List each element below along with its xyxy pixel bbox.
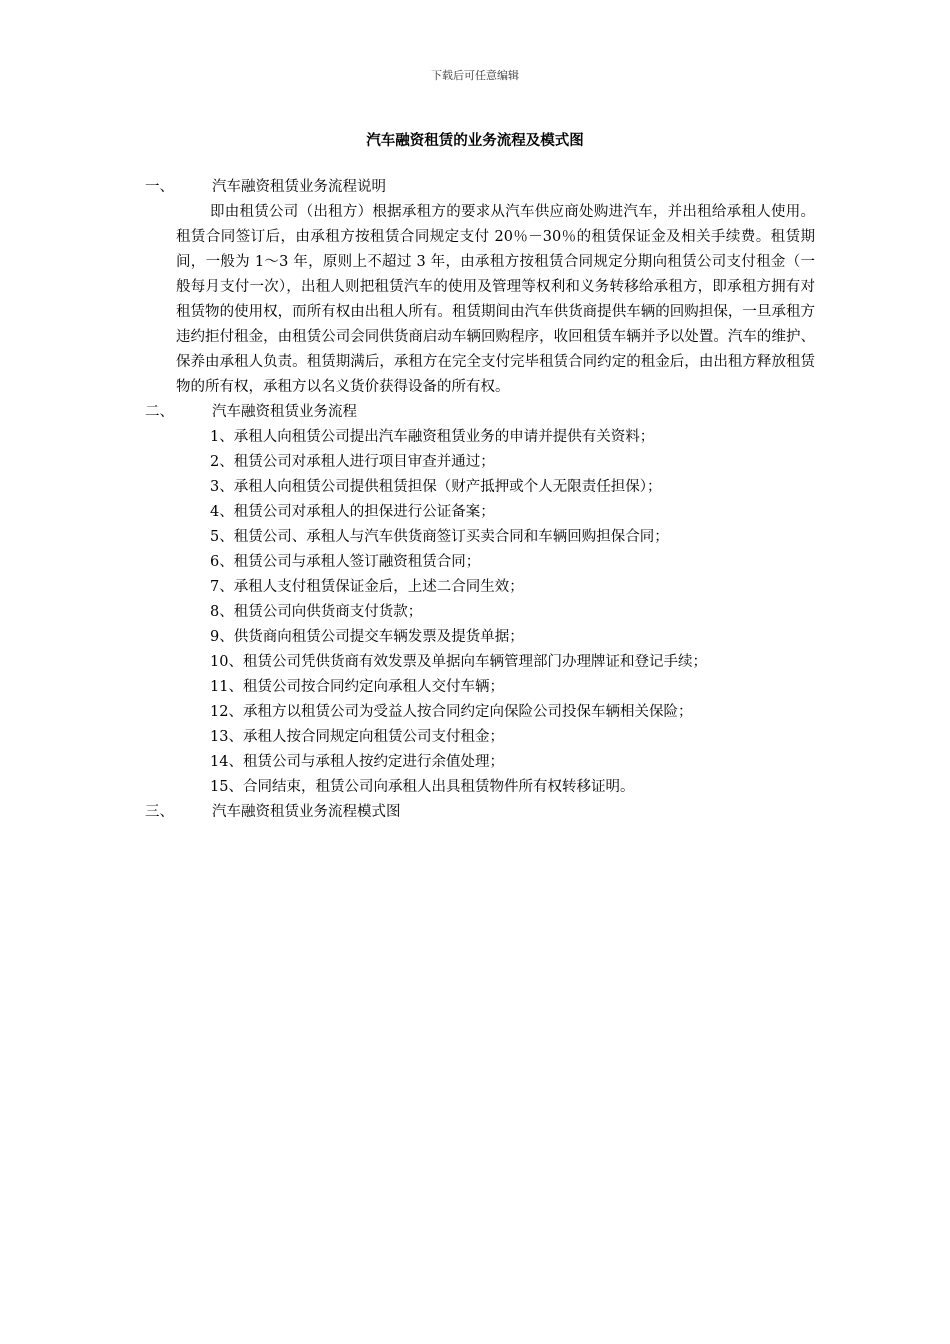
section-title: 汽车融资租赁业务流程 <box>212 404 357 420</box>
section-2-heading <box>145 400 815 425</box>
document-title: 汽车融资租赁的业务流程及模式图 <box>366 132 584 149</box>
page-header: 下载后可任意编辑 <box>431 69 519 82</box>
list-item: 14、租赁公司与承租人按约定进行余值处理； <box>210 754 504 770</box>
list-item: 1、承租人向租赁公司提出汽车融资租赁业务的申请并提供有关资料； <box>210 429 655 445</box>
section-number: 一、 <box>145 179 174 195</box>
list-item: 12、承租方以租赁公司为受益人按合同约定向保险公司投保车辆相关保险； <box>210 704 693 720</box>
list-item: 11、租赁公司按合同约定向承租人交付车辆； <box>210 679 504 695</box>
section-number: 三、 <box>145 804 174 820</box>
list-item: 9、供货商向租赁公司提交车辆发票及提货单据； <box>210 629 524 645</box>
section-1-heading <box>145 175 815 200</box>
list-item: 3、承租人向租赁公司提供租赁担保（财产抵押或个人无限责任担保）； <box>210 479 662 495</box>
list-item: 5、租赁公司、承租人与汽车供货商签订买卖合同和车辆回购担保合同； <box>210 529 669 545</box>
list-item: 4、租赁公司对承租人的担保进行公证备案； <box>210 504 495 520</box>
list-item: 8、租赁公司向供货商支付货款； <box>210 604 423 620</box>
list-item: 13、承租人按合同规定向租赁公司支付租金； <box>210 729 504 745</box>
section-1-paragraph: 即由租赁公司（出租方）根据承租方的要求从汽车供应商处购进汽车，并出租给承租人使用。租赁合同签订后，由承租方按租赁合同规定支付 20％－30％的租赁保证金及相关手续费。租赁期间，一般为 1～3 年，原则上不超过 3 年，由承租方按租赁合同规定分期向租赁公司支付租金（一般每月支付一次），出租人则把租赁汽车的使用及管理等权利和义务转移给承租方，即承租方拥有对租赁物的使用权，而所有权由出租人所有。租赁期间由汽车供货商提供车辆的回购担保，一旦承租方违约拒付租金，由租赁公司会同供货商启动车辆回购程序，收回租赁车辆并予以处置。汽车的维护、保养由承租人负责。租赁期满后，承租方在完全支付完毕租赁合同约定的租金后，由出租方释放租赁物的所有权，承租方以名义货价获得设备的所有权。 <box>176 204 815 395</box>
list-item: 10、租赁公司凭供货商有效发票及单据向车辆管理部门办理牌证和登记手续； <box>210 654 707 670</box>
list-item: 6、租赁公司与承租人签订融资租赁合同； <box>210 554 481 570</box>
document-body <box>145 175 815 825</box>
list-item: 2、租赁公司对承租人进行项目审查并通过； <box>210 454 495 470</box>
section-3-heading <box>145 800 815 825</box>
section-number: 二、 <box>145 404 174 420</box>
list-item: 7、承租人支付租赁保证金后，上述二合同生效； <box>210 579 524 595</box>
section-title: 汽车融资租赁业务流程说明 <box>212 179 386 195</box>
section-title: 汽车融资租赁业务流程模式图 <box>212 804 401 820</box>
list-item: 15、合同结束，租赁公司向承租人出具租赁物件所有权转移证明。 <box>210 779 635 795</box>
process-steps-list <box>145 425 815 800</box>
